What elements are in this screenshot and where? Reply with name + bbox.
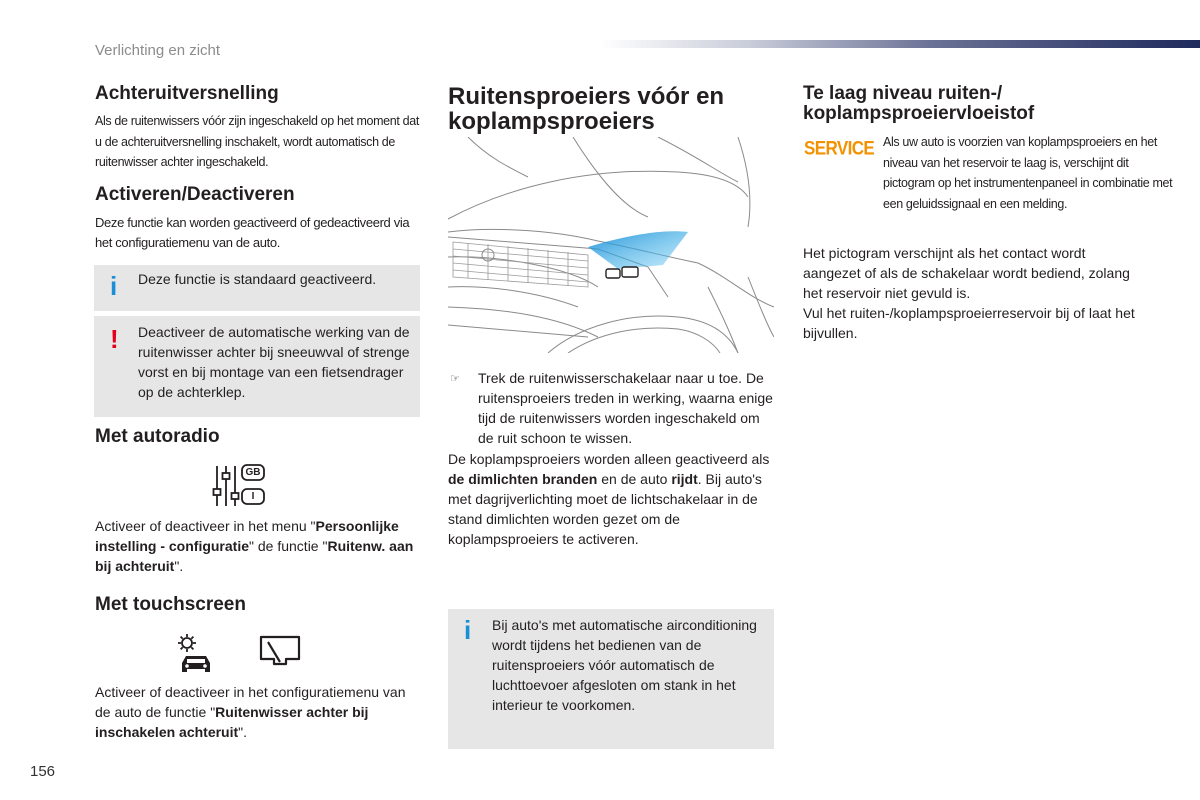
headlamp-washer-text: De koplampsproeiers worden alleen geactiveerd als de dimlichten branden en de auto rijdt. Bij auto's met dagrijverlichting moet de lichtschakelaar in de stand dimlichten worden gezet om de koplampsproeiers te activeren. <box>448 451 770 547</box>
aircon-note-text: Bij auto's met automatische airconditioning wordt tijdens het bedienen van de ruitensproeiers vóór automatisch de luchttoevoer afgesloten om stank in het interieur te voorkomen. <box>492 617 757 713</box>
info-note-aircon <box>448 609 774 749</box>
settings-sliders-icon <box>212 463 268 509</box>
touchscreen-text: Activeer of deactiveer in het configuratiemenu van de auto de functie "Ruitenwisser achter bij inschakelen achteruit". <box>95 684 406 740</box>
heading-activate-deactivate: Activeren/Deactiveren <box>95 184 295 205</box>
reverse-gear-text: Als de ruitenwissers vóór zijn ingeschakeld op het moment dat u de achteruitversnelling inschakelt, wordt automatisch de ruitenwisser achter ingeschakeld. <box>95 114 419 169</box>
info-note-text: Deze functie is standaard geactiveerd. <box>138 271 377 287</box>
low-fluid-text-1: Het pictogram verschijnt als het contact wordt aangezet of als de schakelaar wordt bediend, zolang het reservoir niet gevuld is. <box>803 245 1130 301</box>
warning-icon: ! <box>110 324 119 354</box>
warning-note-text: Deactiveer de automatische werking van de ruitenwisser achter bij sneeuwval of strenge vorst en bij montage van een fietsendrager op de achterklep. <box>138 324 410 400</box>
section-title: Verlichting en zicht <box>95 42 221 59</box>
header-gradient-bar <box>600 40 1200 48</box>
heading-reverse-gear: Achteruitversnelling <box>95 83 279 104</box>
activate-text: Deze functie kan worden geactiveerd of gedeactiveerd via het configuratiemenu van de auto. <box>95 215 410 250</box>
autoradio-text: Activeer of deactiveer in het menu "Persoonlijke instelling - configuratie" de functie "Ruitenw. aan bij achteruit". <box>95 518 414 574</box>
heading-touchscreen: Met touchscreen <box>95 594 246 615</box>
car-headlamp-washer-illustration <box>448 137 774 353</box>
heading-autoradio: Met autoradio <box>95 426 220 447</box>
info-note-default <box>94 265 420 311</box>
badge-i: I <box>251 491 255 502</box>
info-icon: i <box>464 615 472 645</box>
service-text: Als uw auto is voorzien van koplampsproeiers en het niveau van het reservoir te laag is, verschijnt dit pictogram op het instrumentenpaneel in combinatie met een geluidssignaal en een melding. <box>883 135 1173 211</box>
badge-gb: GB <box>245 467 261 478</box>
low-fluid-text-2: Vul het ruiten-/koplampsproeierreservoir bij of laat het bijvullen. <box>803 305 1135 341</box>
car-settings-icon <box>176 632 218 676</box>
instruction-bullet-icon: ☞ <box>450 373 460 385</box>
rear-wiper-icon <box>258 634 302 670</box>
info-icon: i <box>110 271 118 301</box>
washer-instruction: Trek de ruitenwisserschakelaar naar u toe. De ruitensproeiers treden in werking, waarna enige tijd de ruitenwissers worden ingeschakeld om de ruit schoon te wissen. <box>478 370 773 446</box>
page-number: 156 <box>30 763 56 780</box>
service-warning-icon: SERVICE <box>804 137 875 160</box>
heading-washers: Ruitensproeiers vóór en koplampsproeiers <box>448 83 725 135</box>
warning-note <box>94 316 420 417</box>
heading-low-fluid: Te laag niveau ruiten-/ koplampsproeiervloeistof <box>803 83 1035 124</box>
